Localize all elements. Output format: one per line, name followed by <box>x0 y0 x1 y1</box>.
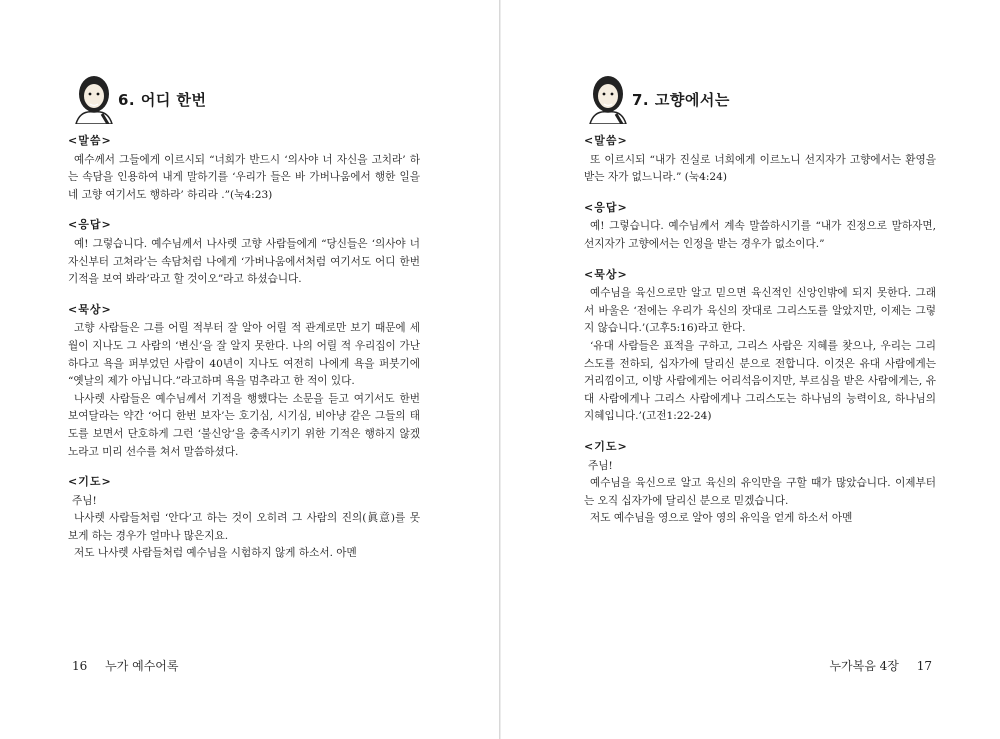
paragraph: 예수님을 육신으로만 알고 믿으면 육신적인 신앙인밖에 되지 못한다. 그래서 바울은 ‘전에는 우리가 육신의 잣대로 그리스도를 알았지만, 이제는 그렇지 않습니다.’(고후5:16)라고 한다. <box>584 287 936 335</box>
left-section-word <box>68 132 420 204</box>
paragraph: 예! 그렇습니다. 예수님께서 계속 말씀하시기를 “내가 진정으로 말하자면, 선지자가 고향에서는 인정을 받는 경우가 없소이다.” <box>584 220 936 250</box>
paragraph: 저도 예수님을 영으로 알아 영의 유익을 얻게 하소서 아멘 <box>590 512 853 525</box>
left-section-prayer <box>68 473 420 563</box>
left-chapter-heading <box>72 74 207 124</box>
left-section-response <box>68 216 420 288</box>
paragraph: 주님! <box>588 459 613 472</box>
section-label: <기도> <box>68 475 112 489</box>
jesus-illustration <box>586 74 630 124</box>
right-chapter-title: 7. 고향에서는 <box>632 90 730 109</box>
paragraph: 나사렛 사람들처럼 ‘안다’고 하는 것이 오히려 그 사람의 진의(眞意)를 못 보게 하는 경우가 얼마나 많은지요. <box>68 512 420 542</box>
section-label: <응답> <box>584 200 628 214</box>
left-chapter-title: 6. 어디 한번 <box>118 90 207 109</box>
section-label: <응답> <box>68 218 112 232</box>
paragraph: 나사렛 사람들은 예수님께서 기적을 행했다는 소문을 듣고 여기서도 한번 보여달라는 약간 ‘어디 한번 보자’는 호기심, 시기심, 비아냥 같은 그들의 태도를 보면서 단호하게 그런 ‘불신앙’을 충족시키기 위한 기적은 행하지 않겠노라고 미리 선수를 쳐서 말씀하셨다. <box>68 392 420 458</box>
paragraph: 예수님을 육신으로 알고 육신의 유익만을 구할 때가 많았습니다. 이제부터는 오직 십자가에 달리신 분으로 믿겠습니다. <box>584 477 936 507</box>
paragraph: 고향 사람들은 그를 어릴 적부터 잘 알아 어릴 적 관계로만 보기 때문에 세월이 지나도 그 사람의 ‘변신’을 잘 알지 못한다. 나의 어릴 적 우리집이 가난하다고 욕을 퍼부었던 사람이 40년이 지나도 여전히 나에게 욕을 퍼붓기에 “옛날의 제가 아닙니다.”라고하며 욕을 멈추라고 한 적이 있다. <box>68 322 420 388</box>
left-content <box>68 132 420 575</box>
section-label: <기도> <box>584 439 628 453</box>
right-content <box>584 132 936 540</box>
section-label: <묵상> <box>584 267 628 281</box>
running-title: 누가 예수어록 <box>105 659 179 673</box>
paragraph: 예수께서 그들에게 이르시되 “너희가 반드시 ‘의사야 너 자신을 고치라’ 하는 속담을 인용하여 내게 말하기를 ‘우리가 들은 바 가버나움에서 행한 일을 네 고향 여기서도 행하라’ 하리라 .”(눅4:23) <box>68 153 420 201</box>
right-section-prayer <box>584 438 936 528</box>
paragraph: 예! 그렇습니다. 예수님께서 나사렛 고향 사람들에게 “당신들은 ‘의사야 너 자신부터 고쳐라’는 속담처럼 나에게 ‘가버나움에서처럼 여기서도 어디 한번 기적을 보여 봐라’라고 할 것이오”라고 하셨습니다. <box>68 237 420 286</box>
left-footer <box>68 657 178 674</box>
right-section-meditation <box>584 266 936 426</box>
page-number: 17 <box>916 659 932 673</box>
right-section-word <box>584 132 936 187</box>
section-label: <말씀> <box>584 134 628 147</box>
jesus-illustration <box>72 74 116 124</box>
right-section-response <box>584 199 936 254</box>
paragraph: 저도 나사렛 사람들처럼 예수님을 시험하지 않게 하소서. 아멘 <box>74 547 357 560</box>
paragraph: ‘유대 사람들은 표적을 구하고, 그리스 사람은 지혜를 찾으나, 우리는 그리스도를 전하되, 십자가에 달리신 분으로 전합니다. 이것은 유대 사람에게는 거리낌이고, 이방 사람에게는 어리석음이지만, 부르심을 받은 사람에게는, 유대 사람에게나 그리스 사람에게나 그리스도는 하나님의 능력이요, 하나님의 지혜입니다.’(고전1:22-24) <box>584 339 936 423</box>
right-chapter-heading <box>586 74 730 124</box>
section-label: <말씀> <box>68 134 112 147</box>
paragraph: 또 이르시되 “내가 진실로 너희에게 이르노니 선지자가 고향에서는 환영을 받는 자가 없느니라.” (눅4:24) <box>584 153 936 184</box>
section-label: <묵상> <box>68 302 112 316</box>
page-number: 16 <box>72 659 88 673</box>
running-title: 누가복음 4장 <box>829 659 899 673</box>
left-section-meditation <box>68 301 420 461</box>
right-footer <box>810 657 936 674</box>
paragraph: 주님! <box>72 494 97 507</box>
